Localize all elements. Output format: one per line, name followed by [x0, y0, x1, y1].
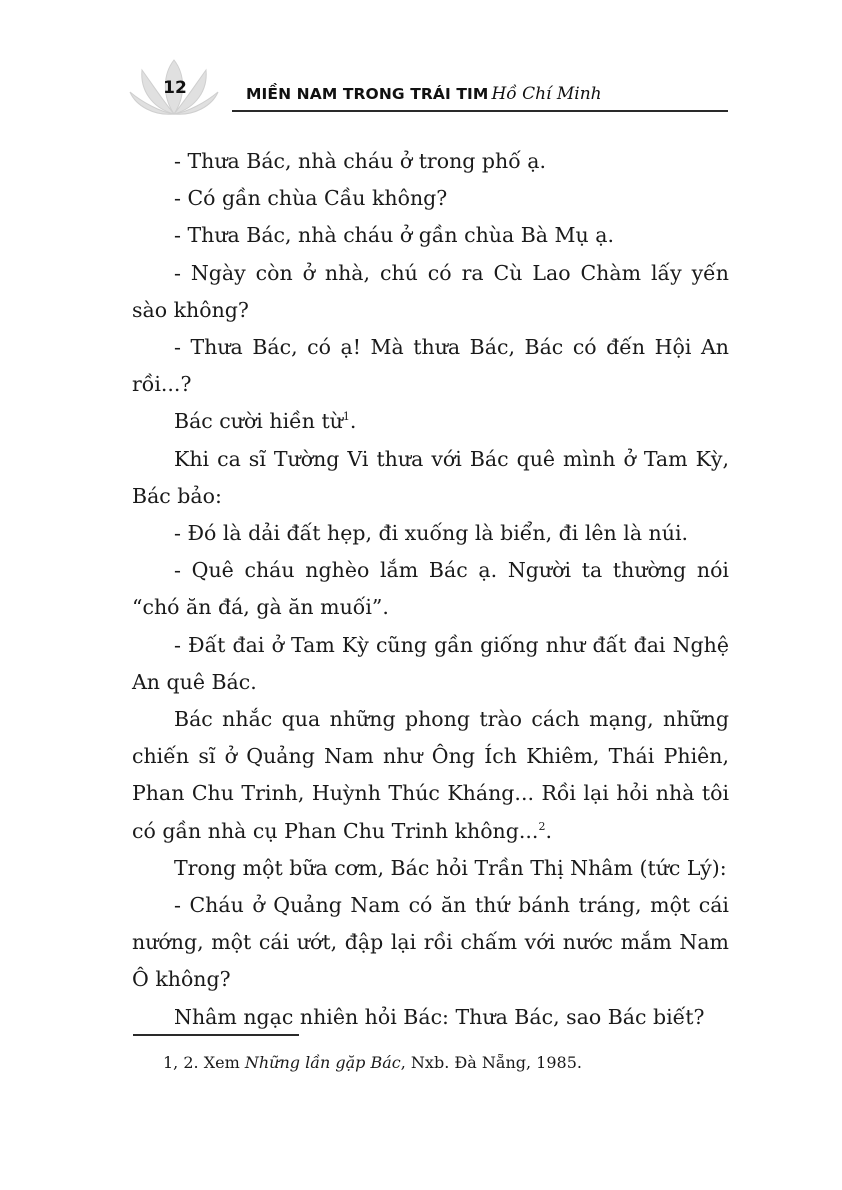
footnote — [163, 1052, 582, 1074]
paragraph: Nhâm ngạc nhiên hỏi Bác: Thưa Bác, sao Bác biết? — [174, 1004, 705, 1029]
paragraph: - Đó là dải đất hẹp, đi xuống là biển, đi lên là núi. — [174, 521, 689, 546]
paragraph-with-note — [132, 403, 729, 440]
running-title-text: MIỀN NAM TRONG TRÁI TIM — [246, 85, 489, 103]
paragraph: - Cháu ở Quảng Nam có ăn thứ bánh tráng, một cái nướng, một cái ướt, đập lại rồi chấm với nước mắm Nam Ô không? — [132, 893, 729, 992]
footnote-suffix: , Nxb. Đà Nẵng, 1985. — [400, 1053, 582, 1072]
paragraph-tail: . — [349, 409, 357, 434]
paragraph: Trong một bữa cơm, Bác hỏi Trần Thị Nhâm (tức Lý): — [174, 855, 727, 880]
note-ref: 1 — [342, 410, 350, 424]
paragraph: - Ngày còn ở nhà, chú có ra Cù Lao Chàm lấy yến sào không? — [132, 260, 729, 322]
paragraph: - Thưa Bác, nhà cháu ở gần chùa Bà Mụ ạ. — [174, 223, 614, 248]
paragraph-tail: . — [545, 818, 552, 843]
paragraph-text: Bác cười hiền từ — [174, 409, 343, 434]
note-ref: 2 — [538, 819, 546, 833]
paragraph-with-note — [132, 701, 729, 850]
footnote-prefix: 1, 2. Xem — [163, 1053, 245, 1072]
paragraph-text: Bác nhắc qua những phong trào cách mạng, những chiến sĩ ở Quảng Nam như Ông Ích Khiêm, Thái Phiên, Phan Chu Trinh, Huỳnh Thúc Kháng... Rồi lại hỏi nhà tôi có gần nhà cụ Phan Chu Trinh không... — [132, 707, 729, 843]
paragraph: - Đất đai ở Tam Kỳ cũng gần giống như đất đai Nghệ An quê Bác. — [132, 632, 729, 694]
header-rule — [232, 110, 728, 112]
page-header — [0, 0, 842, 130]
paragraph: - Thưa Bác, nhà cháu ở trong phố ạ. — [174, 149, 547, 173]
footnote-book-title: Những lần gặp Bác — [244, 1053, 401, 1072]
page-number: 12 — [163, 78, 187, 98]
running-title-script: Hồ Chí Minh — [491, 84, 602, 104]
body-text — [132, 143, 729, 1036]
running-title — [246, 84, 602, 104]
footnote-rule — [133, 1034, 299, 1036]
paragraph: Khi ca sĩ Tường Vi thưa với Bác quê mình ở Tam Kỳ, Bác bảo: — [132, 446, 729, 508]
paragraph: - Thưa Bác, có ạ! Mà thưa Bác, Bác có đến Hội An rồi...? — [132, 335, 729, 397]
paragraph: - Quê cháu nghèo lắm Bác ạ. Người ta thường nói “chó ăn đá, gà ăn muối”. — [132, 558, 729, 620]
paragraph: - Có gần chùa Cầu không? — [174, 186, 448, 211]
